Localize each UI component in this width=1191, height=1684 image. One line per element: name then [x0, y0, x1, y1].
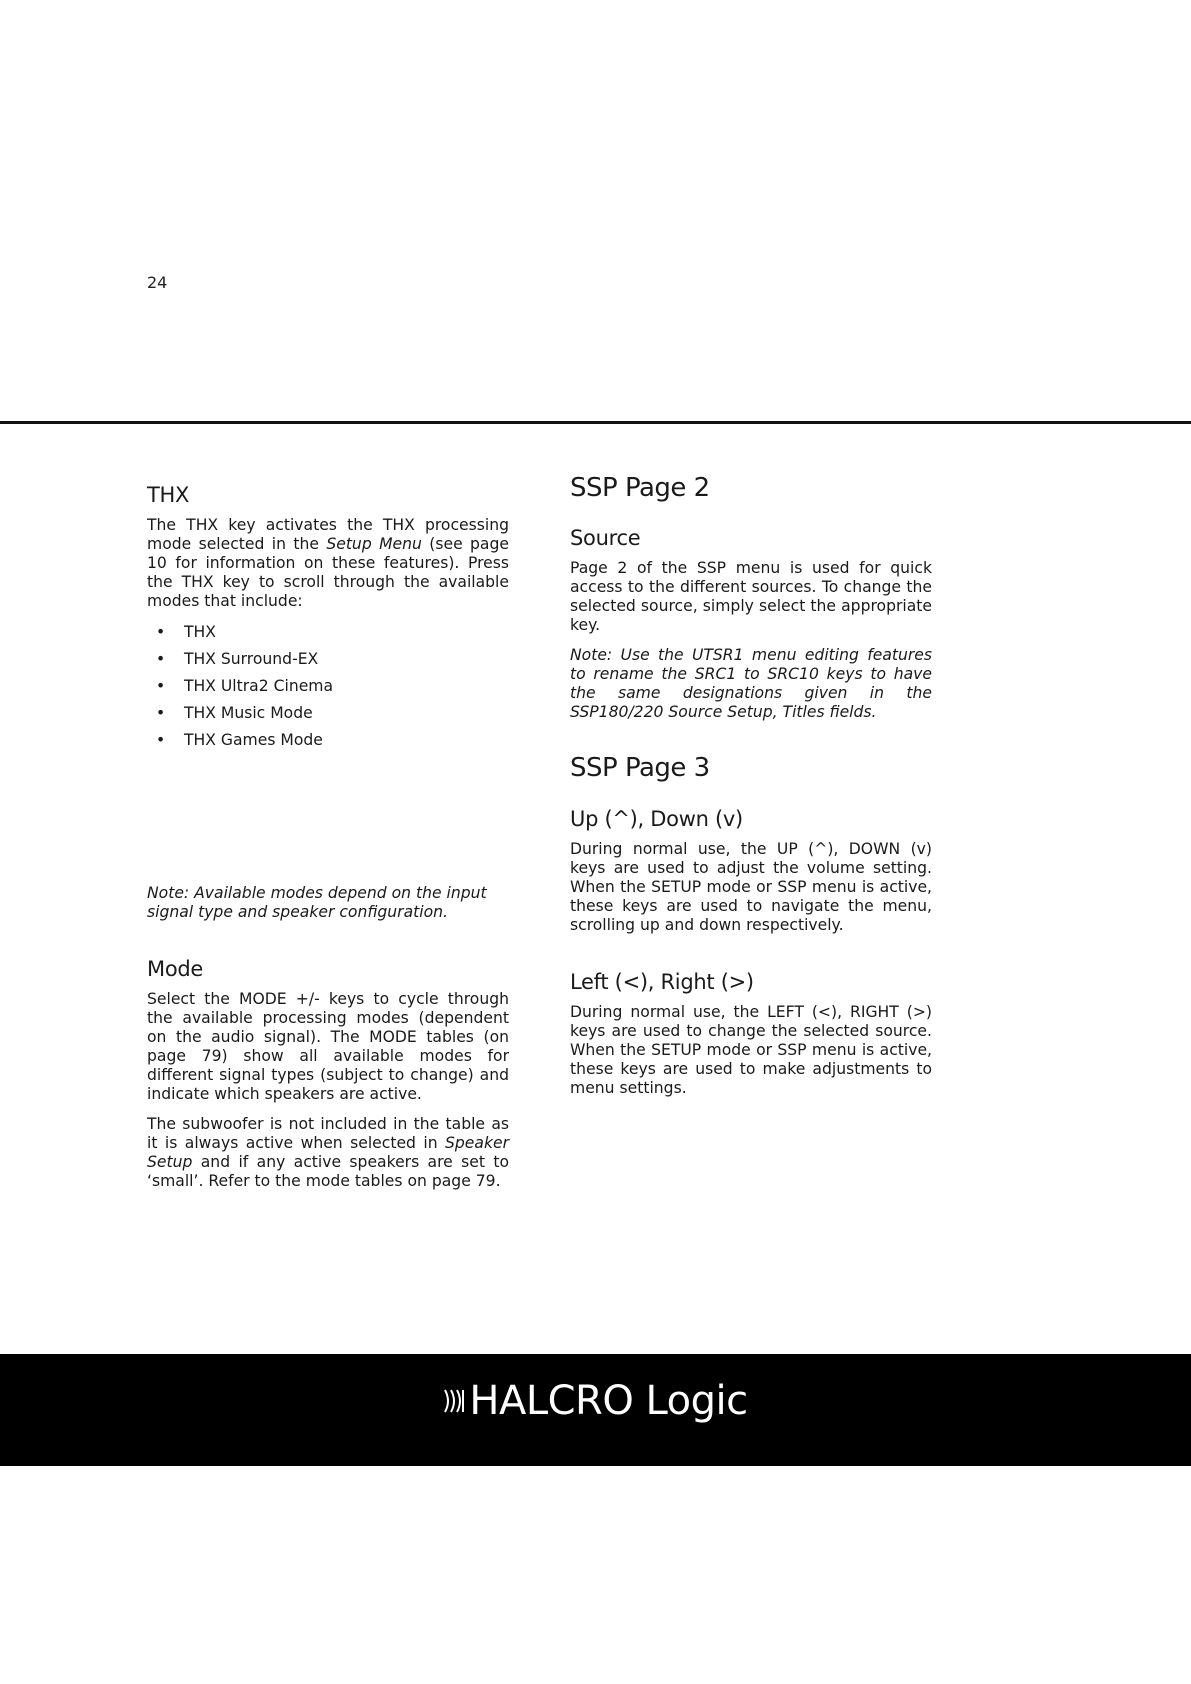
list-item [147, 623, 509, 642]
ssp-page-2-heading: SSP Page 2 [570, 473, 710, 503]
bullet: • [156, 677, 166, 695]
bullet: • [156, 650, 166, 668]
mode-paragraph-2 [147, 1115, 509, 1191]
mode-heading: Mode [147, 957, 204, 981]
mode-label: THX Ultra2 Cinema [184, 677, 334, 695]
mode-label: THX Games Mode [184, 731, 323, 749]
right-column [570, 468, 932, 1098]
left-right-paragraph: During normal use, the LEFT (<), RIGHT (>) keys are used to change the selected source. When the SETUP mode or SSP menu is active, these keys are used to make adjustments to menu settings. [570, 1003, 932, 1097]
left-column [147, 468, 509, 1191]
up-down-paragraph: During normal use, the UP (^), DOWN (v) keys are used to adjust the volume setting. When the SETUP mode or SSP menu is active, these keys are used to navigate the menu, scrolling up and down respectively. [570, 840, 932, 934]
halcro-logo [0, 1378, 1191, 1426]
bullet: • [156, 704, 166, 722]
bullet: • [156, 623, 166, 641]
thx-modes-list [147, 623, 509, 750]
thx-paragraph-text-b: (see page 10 for information on these features). Press the THX key to scroll through the available modes that include: [147, 535, 509, 610]
list-item [147, 677, 509, 696]
brand-name: HALCRO Logic [469, 1378, 748, 1424]
speaker-setup-ref: Speaker Setup [147, 1134, 509, 1171]
list-item [147, 731, 509, 750]
list-item [147, 650, 509, 669]
mode-paragraph-1: Select the MODE +/- keys to cycle through the available processing modes (dependent on the audio signal). The MODE tables (on page 79) show all available modes for different signal types (subject to change) and indicate which speakers are active. [147, 990, 509, 1103]
bullet: • [156, 731, 166, 749]
source-heading: Source [570, 526, 641, 550]
up-down-heading: Up (^), Down (v) [570, 807, 743, 831]
footer-band [0, 1354, 1191, 1466]
thx-note: Note: Available modes depend on the input signal type and speaker configuration. [147, 884, 487, 921]
mode-paragraph-2-text-b: and if any active speakers are set to ‘small’. Refer to the mode tables on page 79. [147, 1153, 509, 1190]
ssp-page-3-heading: SSP Page 3 [570, 753, 710, 783]
mode-label: THX Music Mode [184, 704, 313, 722]
setup-menu-ref: Setup Menu [326, 535, 422, 553]
mode-label: THX [184, 623, 216, 641]
sound-waves-icon [443, 1380, 467, 1426]
mode-label: THX Surround-EX [184, 650, 319, 668]
page-number: 24 [147, 273, 168, 292]
left-right-heading: Left (<), Right (>) [570, 970, 754, 994]
list-item [147, 704, 509, 723]
header-rule [0, 421, 1191, 424]
thx-heading: THX [147, 483, 190, 507]
thx-paragraph-text-a: The THX key activates the THX processing mode selected in the [147, 516, 509, 553]
thx-paragraph [147, 516, 509, 611]
source-note: Note: Use the UTSR1 menu editing features to rename the SRC1 to SRC10 keys to have the same designations given in the SSP180/220 Source Setup, Titles fields. [570, 646, 932, 721]
mode-paragraph-2-text-a: The subwoofer is not included in the table as it is always active when selected in [147, 1115, 509, 1152]
source-paragraph: Page 2 of the SSP menu is used for quick access to the different sources. To change the selected source, simply select the appropriate key. [570, 559, 932, 634]
